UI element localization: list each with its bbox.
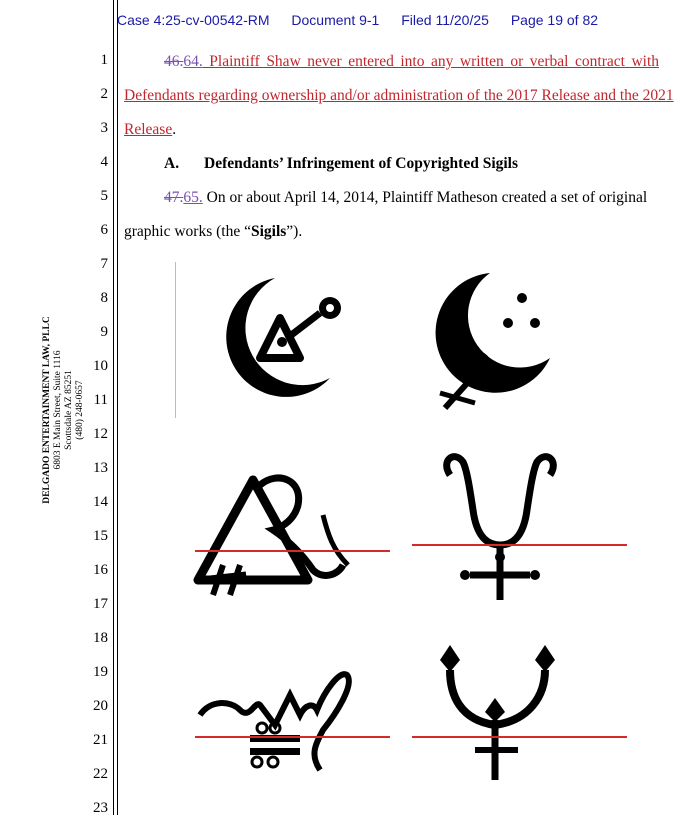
case-number: Case 4:25-cv-00542-RM	[117, 12, 270, 28]
inserted-text: Plaintiff Shaw never entered into any written or verbal contract with	[202, 53, 659, 70]
deleted-number: 46.	[164, 53, 184, 70]
line-number: 23	[93, 800, 108, 816]
heading-letter: A.	[164, 155, 180, 172]
firm-name: DELGADO ENTERTAINMENT LAW, PLLC	[42, 316, 52, 504]
line-number: 20	[93, 698, 108, 714]
margin-line-left	[113, 0, 114, 815]
deleted-number: 47.	[164, 189, 184, 206]
paragraph-64-line3	[124, 120, 659, 140]
page-number: Page 19 of 82	[510, 12, 599, 28]
case-header	[117, 12, 616, 28]
line-number: 6	[100, 222, 108, 238]
line-number: 2	[100, 86, 108, 102]
line-number: 17	[93, 596, 108, 612]
line-number: 4	[100, 154, 108, 170]
paragraph-65-line2	[124, 222, 659, 242]
line-number: 5	[100, 188, 108, 204]
triangle-r-sigil	[188, 470, 358, 605]
defined-term: Sigils	[250, 223, 287, 240]
paragraph-64-line1	[124, 52, 659, 72]
document-number: Document 9-1	[291, 12, 380, 28]
line-number: 7	[100, 256, 108, 272]
line-number: 21	[93, 732, 108, 748]
moon-venus-sigil	[420, 268, 570, 418]
period: .	[172, 121, 177, 138]
line-number: 9	[100, 324, 108, 340]
line-number: 3	[100, 120, 108, 136]
firm-address: 6803 E Main Street, Suite 1116	[53, 350, 63, 470]
paragraph-text: On or about April 14, 2014, Plaintiff Matheson created a set of original	[202, 189, 648, 206]
line-number: 8	[100, 290, 108, 306]
line-number: 15	[93, 528, 108, 544]
line-number: 22	[93, 766, 108, 782]
paragraph-64-line2	[124, 86, 674, 106]
margin-line-right	[117, 0, 118, 815]
firm-sidebar	[24, 316, 104, 504]
inserted-number: 64.	[183, 53, 203, 70]
heading-title: Defendants’ Infringement of Copyrighted Sigils	[204, 155, 519, 172]
line-number: 11	[93, 392, 108, 408]
line-number: 13	[93, 460, 108, 476]
redline-mark	[412, 544, 627, 546]
line-number: 1	[100, 52, 108, 68]
line-number: 14	[93, 494, 108, 510]
paragraph-text: ”).	[286, 223, 303, 240]
paragraph-text: graphic works (the “	[124, 223, 251, 240]
redline-mark	[195, 736, 390, 738]
filed-date: Filed 11/20/25	[401, 12, 489, 28]
section-heading	[124, 154, 659, 174]
paragraph-65-line1	[124, 188, 659, 208]
line-number: 10	[93, 358, 108, 374]
trident-cross-sigil	[435, 450, 565, 610]
line-number: 19	[93, 664, 108, 680]
line-number: 12	[93, 426, 108, 442]
neptune-cross-sigil	[430, 640, 565, 790]
wave-w-sigil	[195, 660, 355, 775]
firm-phone: (480) 248-0657	[75, 380, 85, 440]
firm-city: Scottsdale AZ 85251	[64, 370, 74, 450]
inserted-text: Release	[124, 121, 173, 138]
redline-mark	[195, 550, 390, 552]
redline-mark	[412, 736, 627, 738]
inserted-text: Defendants regarding ownership and/or administration of the 2017 Release and the 2021	[124, 87, 674, 104]
moon-triangle-sigil	[205, 268, 365, 408]
line-number: 16	[93, 562, 108, 578]
image-border	[175, 262, 176, 418]
line-number: 18	[93, 630, 108, 646]
inserted-number: 65.	[183, 189, 203, 206]
